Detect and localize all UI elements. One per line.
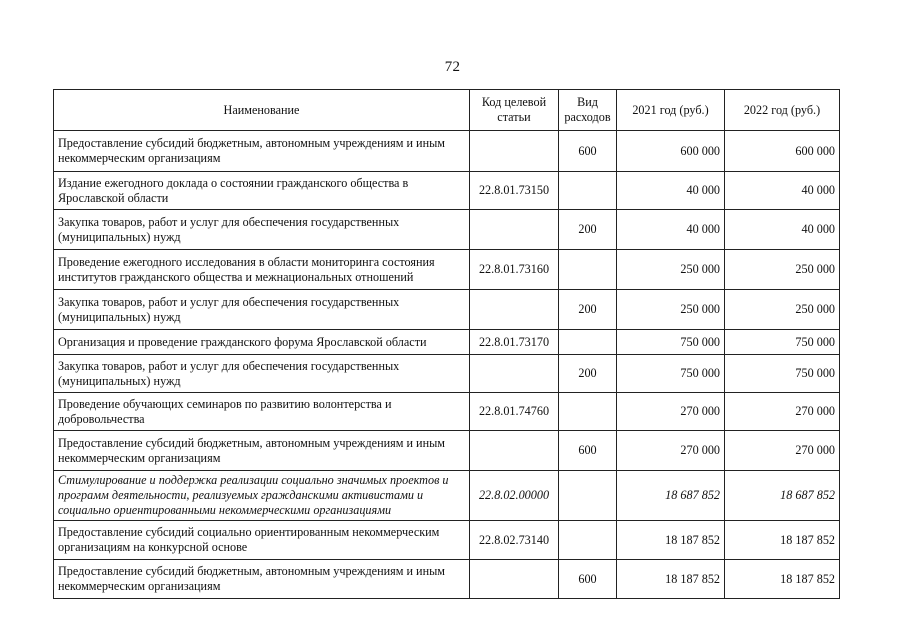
page-number: 72 bbox=[444, 59, 461, 75]
cell-amount-2022: 250 000 bbox=[725, 250, 840, 290]
table-row bbox=[54, 431, 840, 471]
table-row bbox=[54, 131, 840, 172]
cell-amount-2021: 18 687 852 bbox=[617, 471, 725, 521]
cell-code: 22.8.01.74760 bbox=[470, 393, 559, 431]
cell-expense-kind: 200 bbox=[559, 290, 617, 330]
cell-amount-2021: 40 000 bbox=[617, 210, 725, 250]
cell-expense-kind: 200 bbox=[559, 355, 617, 393]
cell-code bbox=[470, 355, 559, 393]
cell-expense-kind: 600 bbox=[559, 560, 617, 599]
cell-code bbox=[470, 560, 559, 599]
header-year-2021: 2021 год (руб.) bbox=[617, 90, 725, 131]
cell-amount-2021: 270 000 bbox=[617, 393, 725, 431]
cell-amount-2022: 18 687 852 bbox=[725, 471, 840, 521]
header-kind: Вид расходов bbox=[559, 90, 617, 131]
budget-table bbox=[53, 89, 840, 599]
table-header-row bbox=[54, 90, 840, 131]
table-body bbox=[54, 131, 840, 599]
cell-amount-2021: 40 000 bbox=[617, 172, 725, 210]
table-row bbox=[54, 250, 840, 290]
table-row bbox=[54, 393, 840, 431]
cell-expense-kind bbox=[559, 393, 617, 431]
header-name: Наименование bbox=[54, 90, 470, 131]
cell-code bbox=[470, 431, 559, 471]
cell-name: Закупка товаров, работ и услуг для обеспечения государственных (муниципальных) нужд bbox=[54, 290, 470, 330]
cell-name: Предоставление субсидий социально ориентированным некоммерческим организациям на конкурсной основе bbox=[54, 521, 470, 560]
cell-amount-2021: 18 187 852 bbox=[617, 521, 725, 560]
cell-name: Предоставление субсидий бюджетным, автономным учреждениям и иным некоммерческим организациям bbox=[54, 131, 470, 172]
cell-code: 22.8.01.73150 bbox=[470, 172, 559, 210]
cell-name: Предоставление субсидий бюджетным, автономным учреждениям и иным некоммерческим организациям bbox=[54, 560, 470, 599]
cell-amount-2021: 750 000 bbox=[617, 330, 725, 355]
cell-amount-2021: 750 000 bbox=[617, 355, 725, 393]
table-row bbox=[54, 172, 840, 210]
cell-amount-2021: 250 000 bbox=[617, 290, 725, 330]
cell-expense-kind: 600 bbox=[559, 131, 617, 172]
cell-expense-kind bbox=[559, 330, 617, 355]
cell-expense-kind bbox=[559, 172, 617, 210]
cell-amount-2022: 40 000 bbox=[725, 210, 840, 250]
table-row bbox=[54, 560, 840, 599]
cell-expense-kind: 200 bbox=[559, 210, 617, 250]
cell-amount-2022: 270 000 bbox=[725, 393, 840, 431]
cell-code bbox=[470, 210, 559, 250]
cell-amount-2022: 18 187 852 bbox=[725, 521, 840, 560]
cell-expense-kind bbox=[559, 471, 617, 521]
cell-name: Издание ежегодного доклада о состоянии гражданского общества в Ярославской области bbox=[54, 172, 470, 210]
cell-code: 22.8.02.73140 bbox=[470, 521, 559, 560]
cell-amount-2022: 18 187 852 bbox=[725, 560, 840, 599]
cell-name: Закупка товаров, работ и услуг для обеспечения государственных (муниципальных) нужд bbox=[54, 355, 470, 393]
cell-expense-kind bbox=[559, 521, 617, 560]
cell-name: Проведение ежегодного исследования в области мониторинга состояния институтов гражданского общества и межнациональных отношений bbox=[54, 250, 470, 290]
header-code: Код целевой статьи bbox=[470, 90, 559, 131]
table-row bbox=[54, 521, 840, 560]
cell-code bbox=[470, 131, 559, 172]
table-row bbox=[54, 471, 840, 521]
table-row bbox=[54, 355, 840, 393]
header-year-2022: 2022 год (руб.) bbox=[725, 90, 840, 131]
table-row bbox=[54, 210, 840, 250]
cell-amount-2022: 270 000 bbox=[725, 431, 840, 471]
cell-amount-2022: 750 000 bbox=[725, 355, 840, 393]
cell-code bbox=[470, 290, 559, 330]
cell-amount-2022: 40 000 bbox=[725, 172, 840, 210]
cell-amount-2021: 600 000 bbox=[617, 131, 725, 172]
cell-name: Предоставление субсидий бюджетным, автономным учреждениям и иным некоммерческим организациям bbox=[54, 431, 470, 471]
table-row bbox=[54, 290, 840, 330]
cell-expense-kind bbox=[559, 250, 617, 290]
cell-code: 22.8.02.00000 bbox=[470, 471, 559, 521]
cell-amount-2021: 18 187 852 bbox=[617, 560, 725, 599]
table-row bbox=[54, 330, 840, 355]
cell-amount-2021: 270 000 bbox=[617, 431, 725, 471]
cell-name: Закупка товаров, работ и услуг для обеспечения государственных (муниципальных) нужд bbox=[54, 210, 470, 250]
cell-name: Организация и проведение гражданского форума Ярославской области bbox=[54, 330, 470, 355]
cell-amount-2022: 600 000 bbox=[725, 131, 840, 172]
cell-code: 22.8.01.73160 bbox=[470, 250, 559, 290]
cell-name: Проведение обучающих семинаров по развитию волонтерства и добровольчества bbox=[54, 393, 470, 431]
cell-amount-2022: 750 000 bbox=[725, 330, 840, 355]
cell-amount-2021: 250 000 bbox=[617, 250, 725, 290]
cell-expense-kind: 600 bbox=[559, 431, 617, 471]
cell-amount-2022: 250 000 bbox=[725, 290, 840, 330]
cell-name: Стимулирование и поддержка реализации социально значимых проектов и программ деятельности, реализуемых гражданскими активистами и социально ориентированными некоммерческими организациями bbox=[54, 471, 470, 521]
cell-code: 22.8.01.73170 bbox=[470, 330, 559, 355]
